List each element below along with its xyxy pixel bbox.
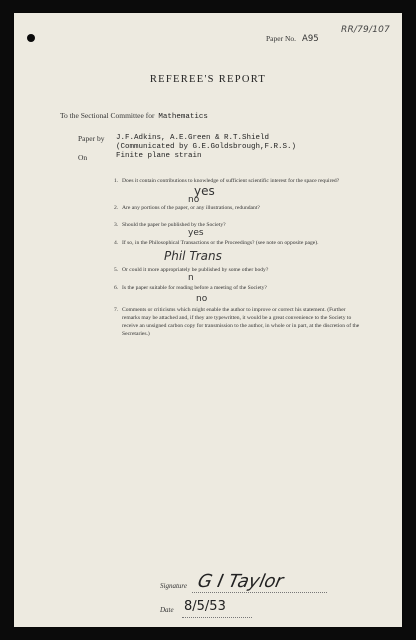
- subject-value: Finite plane strain: [116, 152, 202, 160]
- question-1: [114, 177, 362, 185]
- question-text: Comments or criticisms which might enable the author to improve or correct his statement. (Further remarks may be attached and, if they are typewritten, it would be a great convenience to the Society to receive an unsigned carbon copy for transmission to the author, in whole or in part, at the discretion of the Secretaries.): [122, 307, 360, 337]
- punch-hole: [27, 34, 35, 42]
- committee-value: Mathematics: [158, 113, 208, 121]
- question-number: 5.: [114, 267, 119, 273]
- answer-5: n: [188, 273, 194, 283]
- question-number: 6.: [114, 285, 119, 291]
- archive-reference: RR/79/107: [340, 25, 390, 35]
- answer-3: yes: [188, 228, 204, 238]
- question-number: 4.: [114, 240, 119, 246]
- question-text: Are any portions of the paper, or any illustrations, redundant?: [122, 205, 260, 211]
- signature-line: [192, 592, 327, 593]
- question-3: [114, 221, 362, 229]
- question-number: 2.: [114, 205, 119, 211]
- paper-number-value: A95: [302, 34, 319, 44]
- question-text: If so, in the Philosophical Transactions or the Proceedings? (see note on opposite page).: [122, 240, 319, 246]
- question-text: Does it contain contributions to knowledge of sufficient scientific interest for the space required?: [122, 178, 340, 184]
- answer-6: no: [196, 294, 208, 304]
- answer-1: yes: [194, 184, 215, 198]
- paper-number-label: Paper No.: [266, 34, 296, 43]
- report-sheet: [14, 13, 402, 627]
- question-text: Or could it more appropriately be published by some other body?: [122, 267, 269, 273]
- signature-label: Signature: [160, 582, 187, 590]
- page-title: REFEREE'S REPORT: [149, 74, 267, 85]
- answer-4: Phil Trans: [164, 249, 222, 263]
- question-7: [114, 306, 362, 338]
- question-number: 7.: [114, 307, 119, 313]
- paper-number: [266, 34, 319, 44]
- date-label: Date: [160, 606, 174, 614]
- question-6: [114, 284, 362, 292]
- authors-line-1: J.F.Adkins, A.E.Green & R.T.Shield: [116, 134, 270, 142]
- question-2: [114, 204, 362, 212]
- committee-line: [60, 111, 208, 121]
- committee-label: To the Sectional Committee for: [60, 111, 155, 120]
- question-4: [114, 239, 362, 247]
- paper-by-label: Paper by: [78, 134, 105, 143]
- question-text: Is the paper suitable for reading before a meeting of the Society?: [122, 285, 267, 291]
- question-text: Should the paper be published by the Society?: [122, 222, 226, 228]
- date-line: [182, 617, 252, 618]
- answer-2: no: [188, 195, 200, 205]
- on-label: On: [78, 153, 88, 162]
- question-5: [114, 266, 362, 274]
- authors-line-2: (Communicated by G.E.Goldsbrough,F.R.S.): [116, 143, 297, 151]
- question-number: 1.: [114, 178, 119, 184]
- date-value: 8/5/53: [184, 599, 226, 614]
- question-number: 3.: [114, 222, 119, 228]
- signature: G I Taylor: [195, 571, 286, 592]
